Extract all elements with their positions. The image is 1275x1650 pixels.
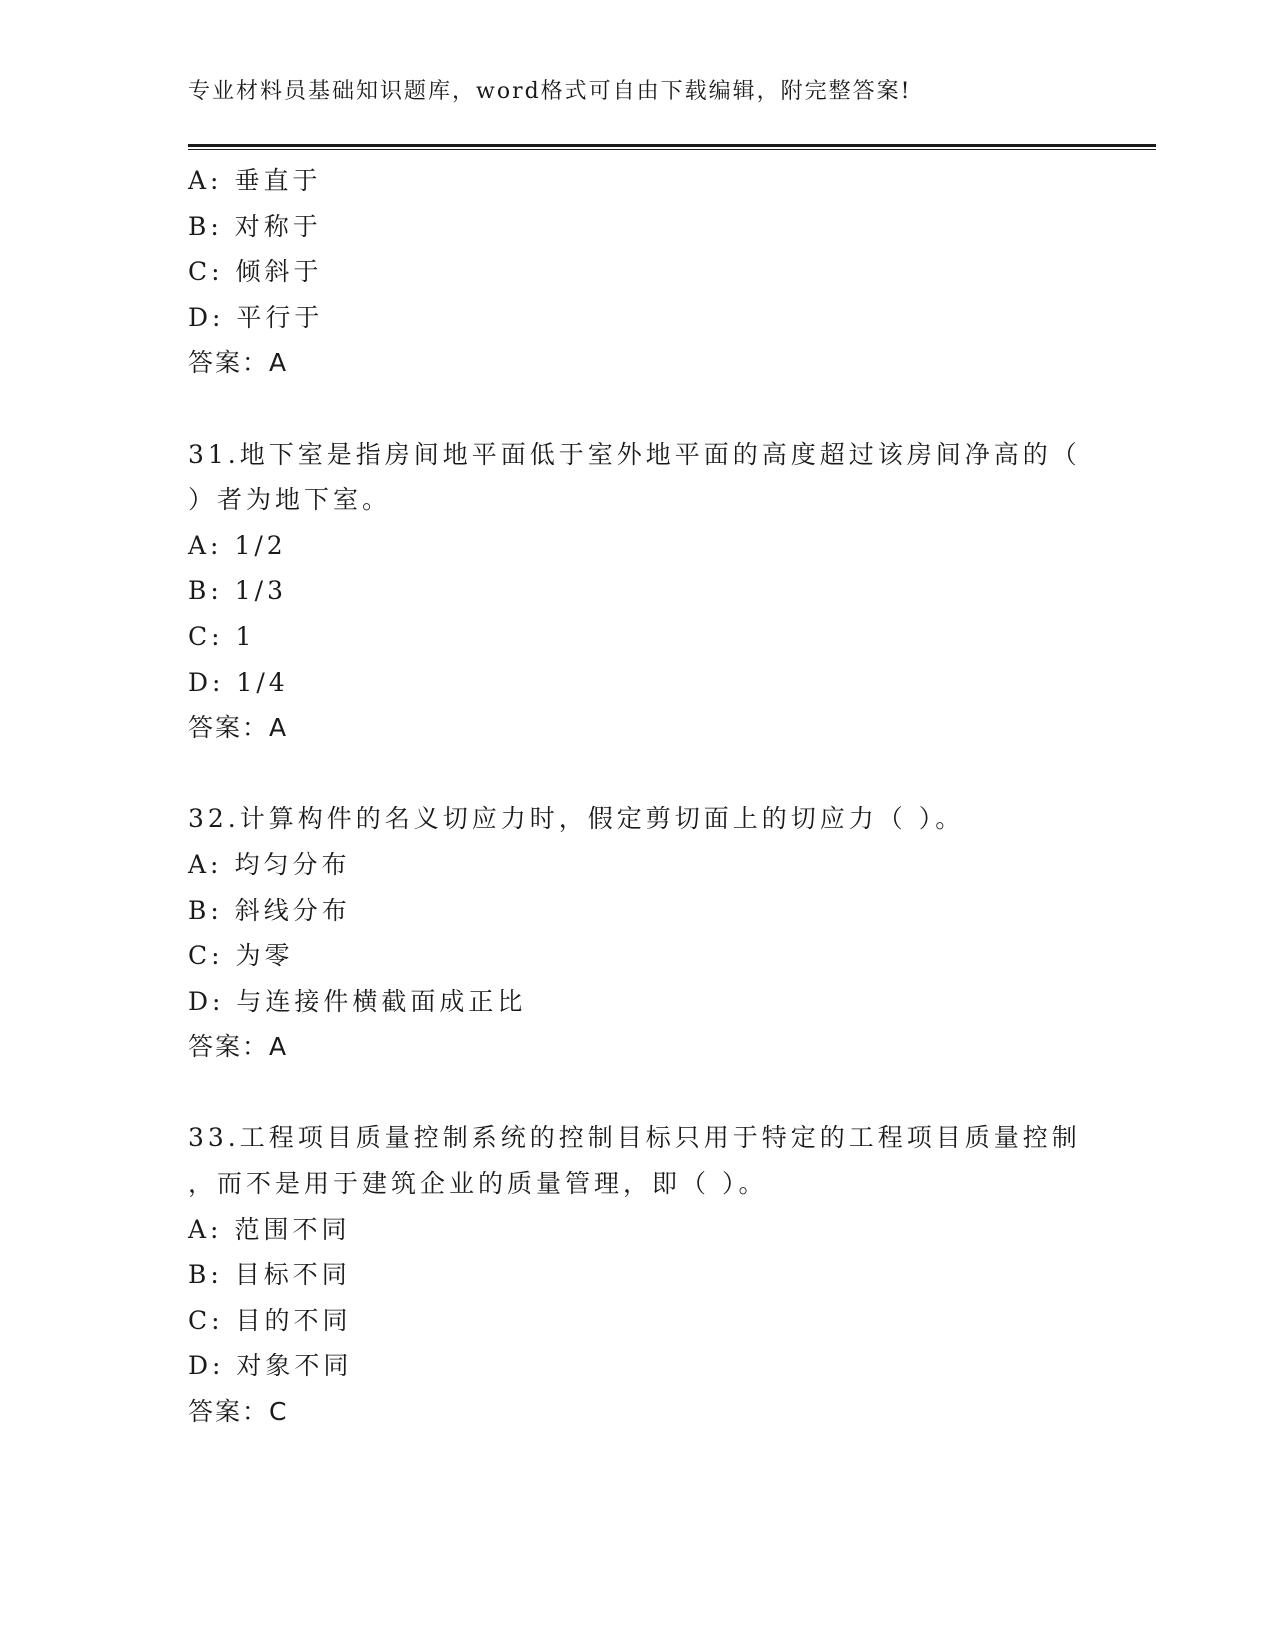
answer: 答案：A	[188, 348, 289, 378]
spacer	[188, 751, 1088, 797]
option-a: A: 均匀分布	[188, 849, 351, 879]
spacer	[188, 386, 1088, 432]
option-c: C: 倾斜于	[188, 257, 323, 287]
question-text: 32.计算构件的名义切应力时，假定剪切面上的切应力（ ）。	[188, 804, 965, 834]
question-block-31	[188, 432, 1088, 751]
option-b: B: 斜线分布	[188, 895, 351, 925]
answer: 答案：C	[188, 1397, 289, 1427]
option-b: B: 目标不同	[188, 1260, 351, 1290]
option-d: D: 与连接件横截面成正比	[188, 986, 527, 1016]
option-a: A: 垂直于	[188, 166, 322, 195]
header-rule-thick	[188, 144, 1156, 147]
page-header: 专业材料员基础知识题库，word格式可自由下载编辑，附完整答案!	[188, 79, 912, 104]
answer: 答案：A	[188, 1032, 289, 1062]
header-rule-thin	[188, 149, 1156, 150]
question-block-32	[188, 796, 1088, 1070]
question-text: 33.工程项目质量控制系统的控制目标只用于特定的工程项目质量控制	[188, 1123, 1081, 1153]
option-b: B: 对称于	[188, 211, 322, 241]
option-c: C: 1	[188, 621, 256, 651]
option-a: A: 范围不同	[188, 1214, 351, 1244]
option-d: D: 对象不同	[188, 1351, 353, 1381]
question-text: 31.地下室是指房间地平面低于室外地平面的高度超过该房间净高的（	[188, 439, 1081, 469]
option-c: C: 目的不同	[188, 1305, 352, 1335]
answer: 答案：A	[188, 713, 289, 743]
option-d: D: 平行于	[188, 302, 324, 332]
question-text-continued: ，而不是用于建筑企业的质量管理，即（ ）。	[188, 1169, 768, 1199]
spacer	[188, 1070, 1088, 1116]
option-a: A: 1/2	[188, 530, 287, 560]
question-block-33	[188, 1115, 1088, 1434]
question-text-continued: ）者为地下室。	[188, 485, 392, 515]
question-block-30	[188, 158, 1088, 386]
option-c: C: 为零	[188, 941, 294, 971]
question-list	[188, 158, 1088, 1435]
option-d: D: 1/4	[188, 667, 289, 697]
option-b: B: 1/3	[188, 576, 287, 606]
